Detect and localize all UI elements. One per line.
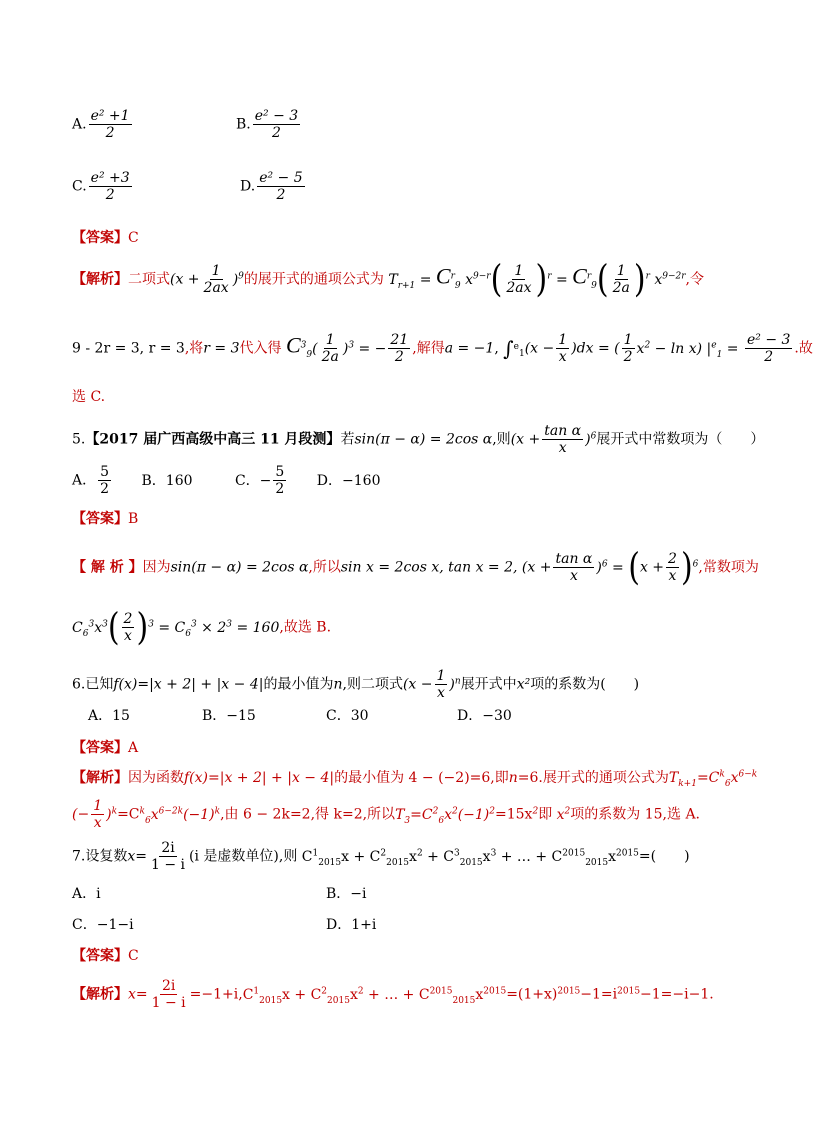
q4-option-b: B. $\frac{\text{e² − 3}}{2}$ [236, 108, 299, 142]
q6-option-b: B．−15 [202, 708, 256, 724]
q4-option-d: D. $\frac{\text{e² − 5}}{2}$ [240, 170, 303, 204]
q6-analysis-line1: 【解析】因为函数f(x)=|x + 2| + |x − 4|的最小值为 4 − (−2)=6,即n=6.展开式的通项公式为$T_{k+1}=C^k_6x^{6-k}$ [72, 769, 758, 789]
q4-analysis-line2: 9 - 2r = 3, r = 3,将r = 3代入得 $C^3_9$( $\frac{1}{2a}$ )$^3$ = − $\frac{21}{2}$ ,解得a = −1, ∫$^e_1$(x − $\frac{1}{x}$ )dx = ( $\frac{1}{2}$ $x^2 - \ln x$) $|^e_1$ = $\frac{\text{e² − 3}}{2}$ .故 [72, 332, 813, 366]
q7-option-d: D．1+i [326, 917, 377, 933]
q7-option-a: A．i [72, 886, 101, 902]
q7-option-b: B．−i [326, 886, 367, 902]
q5-answer: 【答案】B [72, 511, 139, 527]
q7-analysis: 【解析】x= $\frac{2i}{1 - i}$ $=-1+i,C^1_{2015}x + C^2_{2015}x^2$ + … + $C^{2015}_{2015}x^{2015}=(1+x)^{2015}-1=i^{2015}-1=-i-1$. [72, 978, 714, 1012]
q4-analysis-line3: 选 C. [72, 389, 106, 405]
q4-analysis-line1: 【解析】二项式(x + $\frac{1}{2ax}$ )$^9$的展开式的通项公式为 $T_{r+1} = C^r_9$ $x^{9-r}$( $\frac{1}{2ax}$ )$^r = C^r_9$( $\frac{1}{2a}$ )$^r$ $x^{9-2r}$,令 [72, 257, 704, 302]
q5-stem: 5.【2017 届广西高级中高三 11 月段测】若sin(π − α) = 2cos α,则(x + $\frac{\text{tan α}}{x}$ )$^6$展开式中常数项为（ ） [72, 423, 765, 457]
q7-stem: 7.设复数x= $\frac{2i}{1 - i}$ (i 是虚数单位),则 $C^1_{2015}x + C^2_{2015}x^2 + C^3_{2015}x^3$ + … + $C^{2015}_{2015}x^{2015}=$( ) [72, 840, 690, 874]
q6-option-d: D．−30 [457, 708, 512, 724]
q6-option-a: A．15 [88, 708, 130, 724]
q4-answer: 【答案】C [72, 230, 139, 246]
q4-option-c: C. $\frac{\text{e² +3}}{2}$ [72, 170, 130, 204]
q6-analysis-line2: (− $\frac{1}{x}$ )$^k=C^k_6x^{6-2k}(-1)^k$,由 6 − 2k=2,得 k=2,所以$T_3=C^2_6x^2(-1)^2=15x^2$即 $x^2$项的系数为 15,选 A. [72, 798, 701, 832]
q6-option-c: C．30 [326, 708, 369, 724]
q4-option-a: A. $\frac{\text{e² +1}}{2}$ [72, 108, 130, 142]
q6-answer: 【答案】A [72, 740, 139, 756]
q5-analysis-line2: $C_6^3x^3$( $\frac{2}{x}$ )$^3 = C_6^3 \times 2^3 = 160$,故选 B. [72, 605, 332, 650]
q7-option-c: C．−1−i [72, 917, 134, 933]
q7-answer: 【答案】C [72, 948, 139, 964]
q5-analysis-line1: 【 解 析 】因为sin(π − α) = 2cos α,所以sin x = 2cos x, tan x = 2, (x + $\frac{\text{tan α}}{x}$ )$^6$ = (x + $\frac{2}{x}$ )$^6$,常数项为 [72, 545, 759, 590]
q5-options: A． $\frac{5}{2}$ B．160 C．− $\frac{5}{2}$ D．−160 [72, 464, 381, 498]
q6-stem: 6.已知f(x)=|x + 2| + |x − 4|的最小值为n,则二项式(x − $\frac{1}{x}$ )$^n$展开式中x²项的系数为( ) [72, 668, 640, 702]
